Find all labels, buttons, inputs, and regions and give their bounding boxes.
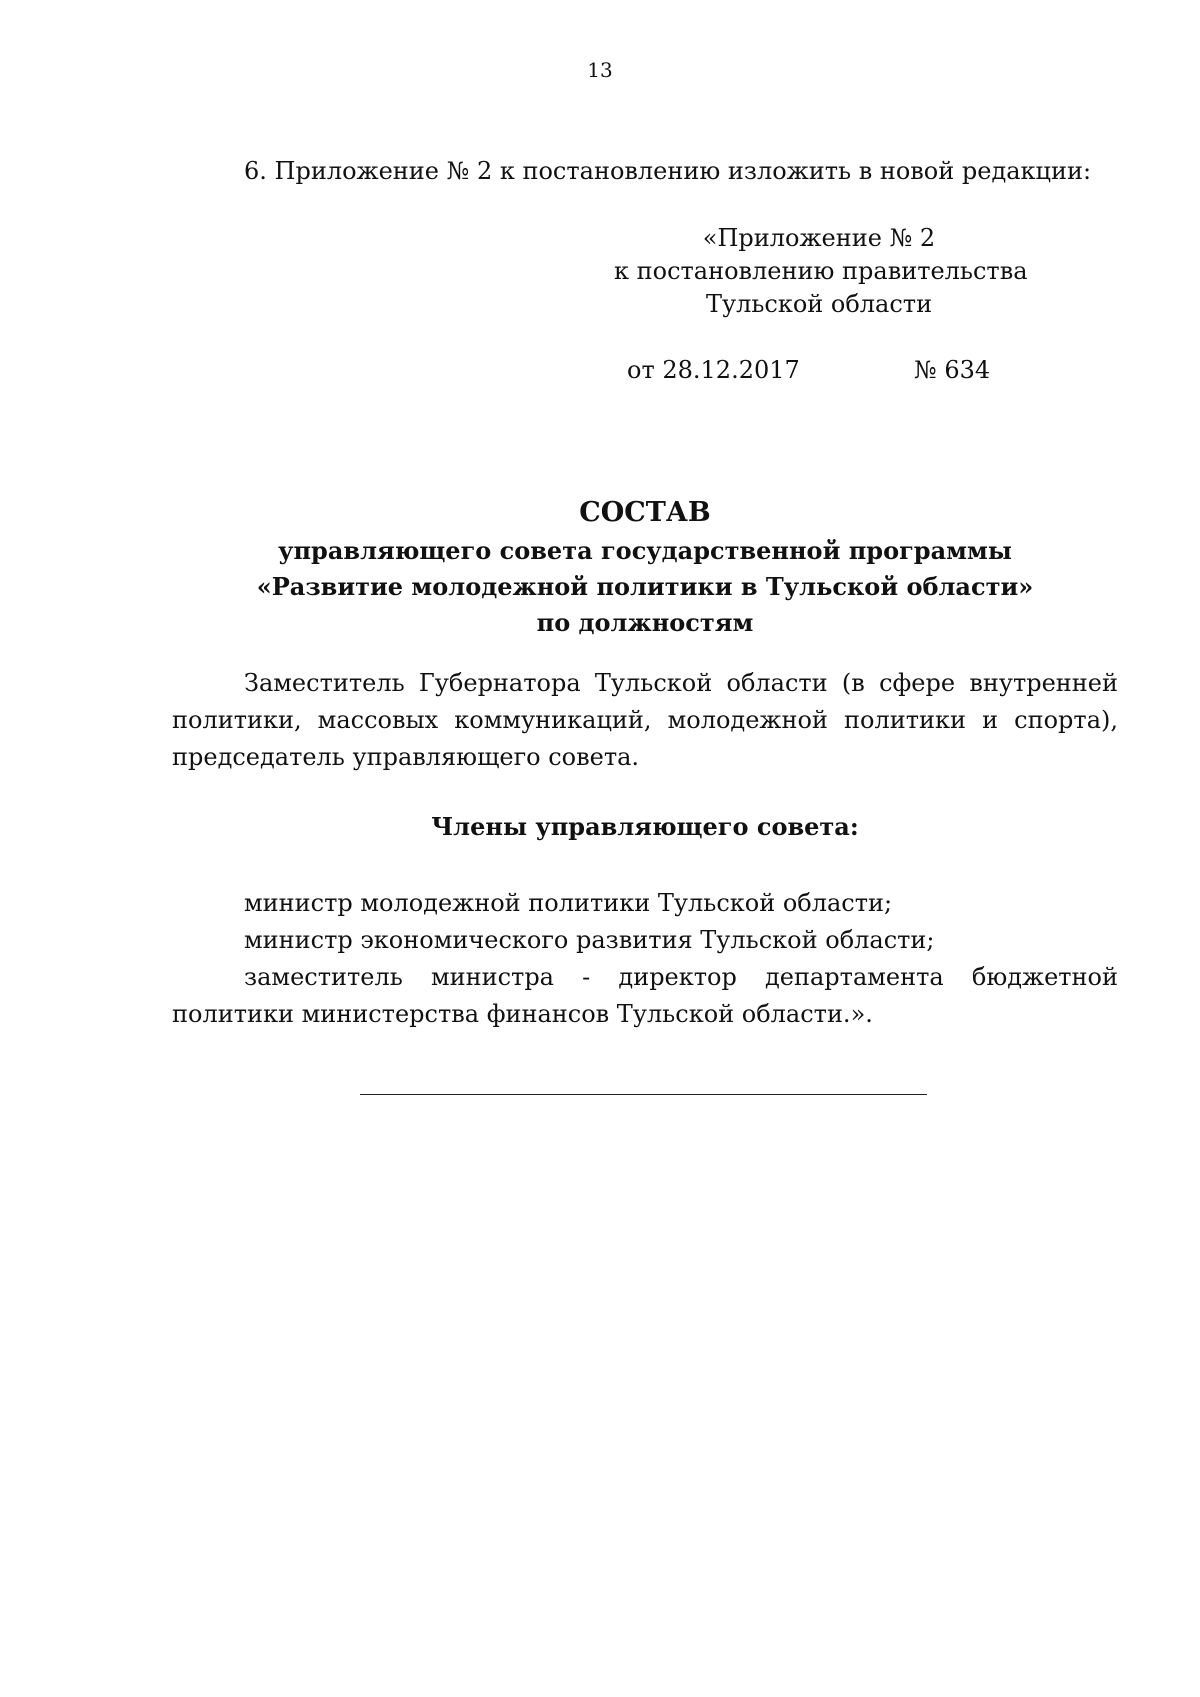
appendix-line-3: Тульской области	[705, 290, 933, 318]
appendix-date-row	[627, 356, 991, 384]
member-item: заместитель министра - директор департамента бюджетной политики министерства финансов Тульской области.».	[172, 963, 1118, 1028]
title-line-2: управляющего совета государственной программы	[278, 536, 1012, 565]
appendix-header	[614, 222, 1028, 321]
title-line-4: по должностям	[536, 608, 754, 637]
chairman-paragraph: Заместитель Губернатора Тульской области (в сфере внутренней политики, массовых коммуникаций, молодежной политики и спорта), председатель управляющего совета.	[172, 669, 1118, 771]
appendix-line-1: «Приложение № 2	[702, 224, 936, 252]
members-heading: Члены управляющего совета:	[431, 812, 859, 841]
title-main: СОСТАВ	[579, 497, 711, 528]
member-item: министр экономического развития Тульской области;	[244, 926, 935, 954]
appendix-number: № 634	[914, 356, 991, 384]
page-number: 13	[587, 58, 613, 82]
title-line-3: «Развитие молодежной политики в Тульской области»	[256, 572, 1034, 601]
end-divider	[360, 1094, 927, 1095]
members-list	[172, 885, 1118, 1033]
appendix-date: от 28.12.2017	[627, 356, 800, 384]
intro-paragraph: 6. Приложение № 2 к постановлению изложить в новой редакции:	[244, 157, 1092, 185]
appendix-line-2: к постановлению правительства	[614, 257, 1028, 285]
document-title	[170, 493, 1120, 641]
member-item: министр молодежной политики Тульской области;	[244, 889, 893, 917]
